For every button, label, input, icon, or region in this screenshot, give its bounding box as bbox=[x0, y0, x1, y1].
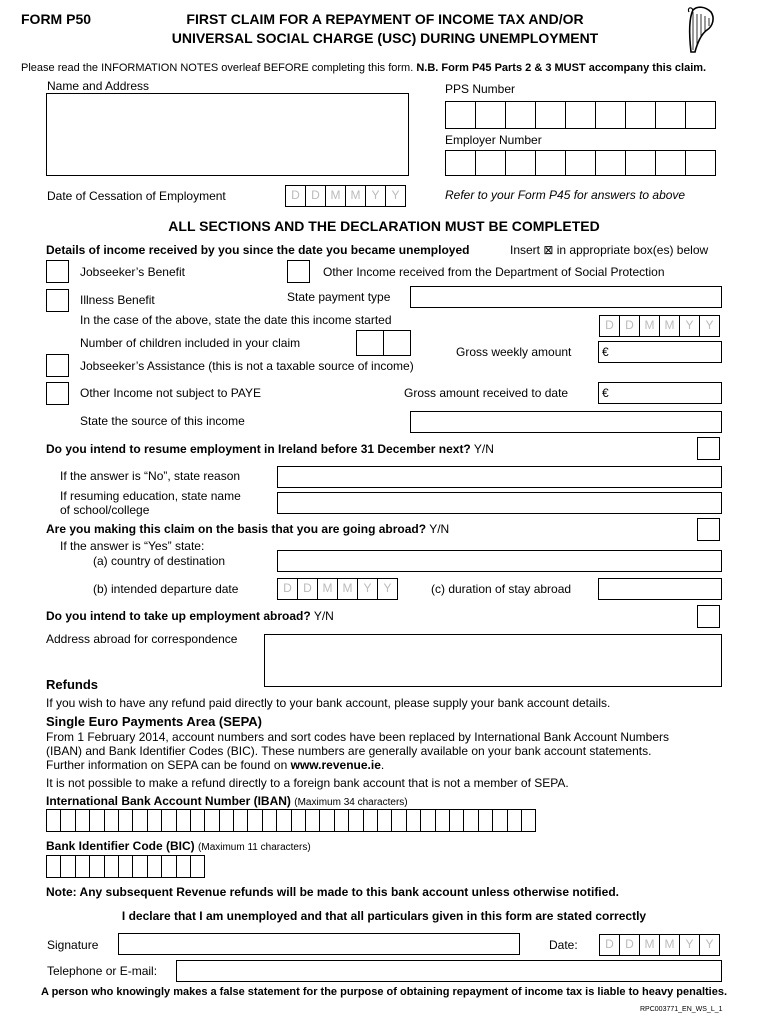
refund-note: Note: Any subsequent Revenue refunds will be made to this bank account unless otherwise notified. bbox=[46, 885, 619, 899]
iban-label: International Bank Account Number (IBAN) bbox=[46, 794, 291, 808]
resume-employment-question bbox=[46, 442, 494, 456]
info-notice-plain: Please read the INFORMATION NOTES overleaf BEFORE completing this form. bbox=[21, 62, 414, 74]
form-title-line2: UNIVERSAL SOCIAL CHARGE (USC) DURING UNEMPLOYMENT bbox=[171, 30, 599, 46]
char-cell bbox=[118, 809, 133, 832]
char-cell bbox=[46, 809, 61, 832]
other-income-dsp-label: Other Income received from the Department of Social Protection bbox=[323, 265, 665, 279]
date-cell: M bbox=[345, 185, 366, 207]
abroad-question-text: Are you making this claim on the basis that you are going abroad? bbox=[46, 522, 427, 536]
form-title-line1: FIRST CLAIM FOR A REPAYMENT OF INCOME TAX AND/OR bbox=[186, 11, 584, 27]
form-id: FORM P50 bbox=[21, 11, 92, 27]
char-cell bbox=[406, 809, 421, 832]
date-cell: Y bbox=[679, 934, 700, 956]
income-started-label: In the case of the above, state the date this income started bbox=[80, 313, 392, 327]
yes-state-label: If the answer is “Yes” state: bbox=[60, 539, 205, 553]
date-cell: Y bbox=[365, 185, 386, 207]
bic-max-label: (Maximum 11 characters) bbox=[198, 842, 311, 853]
date-cell: Y bbox=[377, 578, 398, 600]
iban-max-label: (Maximum 34 characters) bbox=[294, 797, 408, 808]
yn-label: Y/N bbox=[429, 522, 450, 536]
char-cell bbox=[60, 809, 75, 832]
iban-label-row bbox=[46, 794, 408, 808]
departure-date-input[interactable] bbox=[277, 578, 398, 600]
illness-benefit-checkbox[interactable] bbox=[46, 289, 69, 312]
income-source-input[interactable] bbox=[410, 411, 722, 433]
date-cell: Y bbox=[385, 185, 406, 207]
sepa-line1: From 1 February 2014, account numbers and sort codes have been replaced by International Bank Account Numbers bbox=[46, 730, 670, 744]
jobseekers-benefit-label: Jobseeker’s Benefit bbox=[80, 265, 185, 279]
state-payment-type-input[interactable] bbox=[410, 286, 722, 308]
state-payment-type-label: State payment type bbox=[287, 290, 391, 304]
date-cell: D bbox=[599, 315, 620, 337]
date-cell: M bbox=[325, 185, 346, 207]
char-cell bbox=[463, 809, 478, 832]
char-cell bbox=[435, 809, 450, 832]
address-abroad-label: Address abroad for correspondence bbox=[46, 632, 238, 646]
yn-label: Y/N bbox=[313, 609, 334, 623]
char-cell bbox=[334, 809, 349, 832]
char-cell bbox=[75, 855, 90, 878]
bic-input[interactable] bbox=[46, 855, 205, 878]
other-income-dsp-checkbox[interactable] bbox=[287, 260, 310, 283]
date-cell: M bbox=[639, 315, 660, 337]
cessation-date-input[interactable] bbox=[285, 185, 406, 207]
char-cell bbox=[104, 855, 119, 878]
date-label: Date: bbox=[549, 938, 578, 952]
signature-input[interactable] bbox=[118, 933, 520, 955]
insert-note: Insert ⊠ in appropriate box(es) below bbox=[510, 243, 709, 257]
char-cell bbox=[233, 809, 248, 832]
pps-number-input[interactable] bbox=[445, 101, 716, 129]
char-cell bbox=[247, 809, 262, 832]
no-reason-input[interactable] bbox=[277, 466, 722, 488]
gross-weekly-label: Gross weekly amount bbox=[456, 345, 572, 359]
declaration-statement: I declare that I am unemployed and that all particulars given in this form are stated correctly bbox=[121, 909, 647, 923]
char-cell bbox=[89, 809, 104, 832]
char-cell bbox=[449, 809, 464, 832]
char-cell bbox=[348, 809, 363, 832]
education-label-1: If resuming education, state name bbox=[60, 489, 241, 503]
char-cell bbox=[104, 809, 119, 832]
declaration-date-input[interactable] bbox=[599, 934, 720, 956]
date-cell: D bbox=[297, 578, 318, 600]
date-cell: M bbox=[639, 934, 660, 956]
section-heading: ALL SECTIONS AND THE DECLARATION MUST BE COMPLETED bbox=[168, 218, 600, 234]
other-not-paye-label: Other Income not subject to PAYE bbox=[80, 386, 261, 400]
date-cell: D bbox=[619, 315, 640, 337]
char-cell bbox=[176, 809, 191, 832]
char-cell bbox=[161, 855, 176, 878]
char-cell bbox=[420, 809, 435, 832]
children-label: Number of children included in your claim bbox=[80, 336, 301, 350]
date-cell: D bbox=[277, 578, 298, 600]
employment-abroad-text: Do you intend to take up employment abroad? bbox=[46, 609, 311, 623]
char-cell bbox=[319, 809, 334, 832]
revenue-link[interactable]: www.revenue.ie bbox=[290, 758, 381, 772]
euro-symbol: € bbox=[602, 345, 609, 359]
char-cell bbox=[118, 855, 133, 878]
education-input[interactable] bbox=[277, 492, 722, 514]
char-cell bbox=[276, 809, 291, 832]
other-not-paye-checkbox[interactable] bbox=[46, 382, 69, 405]
children-count-input[interactable] bbox=[356, 330, 411, 356]
sepa-line2: (IBAN) and Bank Identifier Codes (BIC). These numbers are generally available on your bank account statements. bbox=[46, 744, 652, 758]
departure-date-label: (b) intended departure date bbox=[93, 582, 239, 596]
date-cell: D bbox=[619, 934, 640, 956]
income-start-date-input[interactable] bbox=[599, 315, 720, 337]
sepa-heading: Single Euro Payments Area (SEPA) bbox=[46, 714, 263, 729]
employer-number-input[interactable] bbox=[445, 150, 716, 176]
char-cell bbox=[204, 809, 219, 832]
char-cell bbox=[521, 809, 536, 832]
bic-label-row bbox=[46, 839, 311, 853]
date-cell: D bbox=[305, 185, 326, 207]
refer-p45-note: Refer to your Form P45 for answers to above bbox=[445, 188, 686, 202]
char-cell bbox=[147, 809, 162, 832]
duration-input[interactable] bbox=[598, 578, 722, 600]
char-cell bbox=[60, 855, 75, 878]
income-details-label: Details of income received by you since the date you became unemployed bbox=[46, 243, 470, 257]
char-cell bbox=[492, 809, 507, 832]
abroad-question bbox=[46, 522, 449, 536]
name-address-label: Name and Address bbox=[47, 79, 150, 93]
refunds-intro: If you wish to have any refund paid directly to your bank account, please supply your bank account details. bbox=[46, 696, 611, 710]
char-cell bbox=[89, 855, 104, 878]
jobseekers-assistance-label: Jobseeker’s Assistance (this is not a taxable source of income) bbox=[80, 359, 414, 373]
resume-employment-yn-box[interactable] bbox=[697, 437, 720, 460]
char-cell bbox=[219, 809, 234, 832]
info-notice bbox=[21, 62, 706, 74]
date-cell: M bbox=[659, 934, 680, 956]
date-cell: Y bbox=[699, 934, 720, 956]
foreign-account-note: It is not possible to make a refund directly to a foreign bank account that is not a member of SEPA. bbox=[46, 776, 569, 790]
jobseekers-benefit-checkbox[interactable] bbox=[46, 260, 69, 283]
signature-label: Signature bbox=[47, 938, 99, 952]
char-cell bbox=[147, 855, 162, 878]
char-cell bbox=[363, 809, 378, 832]
duration-label: (c) duration of stay abroad bbox=[431, 582, 572, 596]
cessation-date-label: Date of Cessation of Employment bbox=[47, 189, 226, 203]
char-cell bbox=[377, 809, 392, 832]
no-reason-label: If the answer is “No”, state reason bbox=[60, 469, 241, 483]
bic-label: Bank Identifier Code (BIC) bbox=[46, 839, 195, 853]
destination-input[interactable] bbox=[277, 550, 722, 572]
abroad-yn-box[interactable] bbox=[697, 518, 720, 541]
char-cell bbox=[391, 809, 406, 832]
harp-emblem-icon bbox=[683, 4, 719, 56]
date-cell: Y bbox=[357, 578, 378, 600]
jobseekers-assistance-checkbox[interactable] bbox=[46, 354, 69, 377]
period: . bbox=[380, 758, 385, 772]
education-label-2: of school/college bbox=[60, 503, 150, 517]
gross-received-label: Gross amount received to date bbox=[404, 386, 569, 400]
employment-abroad-question bbox=[46, 609, 334, 623]
char-cell bbox=[75, 809, 90, 832]
char-cell bbox=[305, 809, 320, 832]
char-cell bbox=[262, 809, 277, 832]
income-source-label: State the source of this income bbox=[80, 414, 245, 428]
sepa-line3 bbox=[46, 758, 384, 772]
date-cell: D bbox=[285, 185, 306, 207]
char-cell bbox=[46, 855, 61, 878]
gross-received-input[interactable] bbox=[598, 382, 722, 404]
employment-abroad-yn-box[interactable] bbox=[697, 605, 720, 628]
info-notice-bold: N.B. Form P45 Parts 2 & 3 MUST accompany this claim. bbox=[416, 62, 707, 74]
date-cell: M bbox=[317, 578, 338, 600]
form-reference-code: RPC003771_EN_WS_L_1 bbox=[640, 1006, 723, 1013]
telephone-email-input[interactable] bbox=[176, 960, 722, 982]
char-cell bbox=[161, 809, 176, 832]
gross-weekly-input[interactable] bbox=[598, 341, 722, 363]
char-cell bbox=[132, 855, 147, 878]
char-cell bbox=[507, 809, 522, 832]
penalty-warning: A person who knowingly makes a false statement for the purpose of obtaining repayment of income tax is liable to heavy penalties. bbox=[40, 986, 728, 998]
date-cell: Y bbox=[699, 315, 720, 337]
char-cell bbox=[132, 809, 147, 832]
date-cell: M bbox=[659, 315, 680, 337]
yn-label: Y/N bbox=[473, 442, 494, 456]
refunds-heading: Refunds bbox=[46, 677, 98, 692]
sepa-line3-text: Further information on SEPA can be found on bbox=[46, 758, 288, 772]
illness-benefit-label: Illness Benefit bbox=[80, 293, 155, 307]
address-abroad-input[interactable] bbox=[264, 634, 722, 687]
char-cell bbox=[291, 809, 306, 832]
date-cell: D bbox=[599, 934, 620, 956]
char-cell bbox=[190, 855, 205, 878]
resume-employment-text: Do you intend to resume employment in Ireland before 31 December next? bbox=[46, 442, 471, 456]
char-cell bbox=[478, 809, 493, 832]
destination-label: (a) country of destination bbox=[93, 554, 226, 568]
date-cell: Y bbox=[679, 315, 700, 337]
name-address-input[interactable] bbox=[46, 93, 409, 176]
iban-input[interactable] bbox=[46, 809, 536, 832]
employer-number-label: Employer Number bbox=[445, 133, 542, 147]
date-cell: M bbox=[337, 578, 358, 600]
char-cell bbox=[190, 809, 205, 832]
euro-symbol: € bbox=[602, 386, 609, 400]
telephone-label: Telephone or E-mail: bbox=[47, 964, 158, 978]
char-cell bbox=[176, 855, 191, 878]
pps-number-label: PPS Number bbox=[445, 82, 516, 96]
